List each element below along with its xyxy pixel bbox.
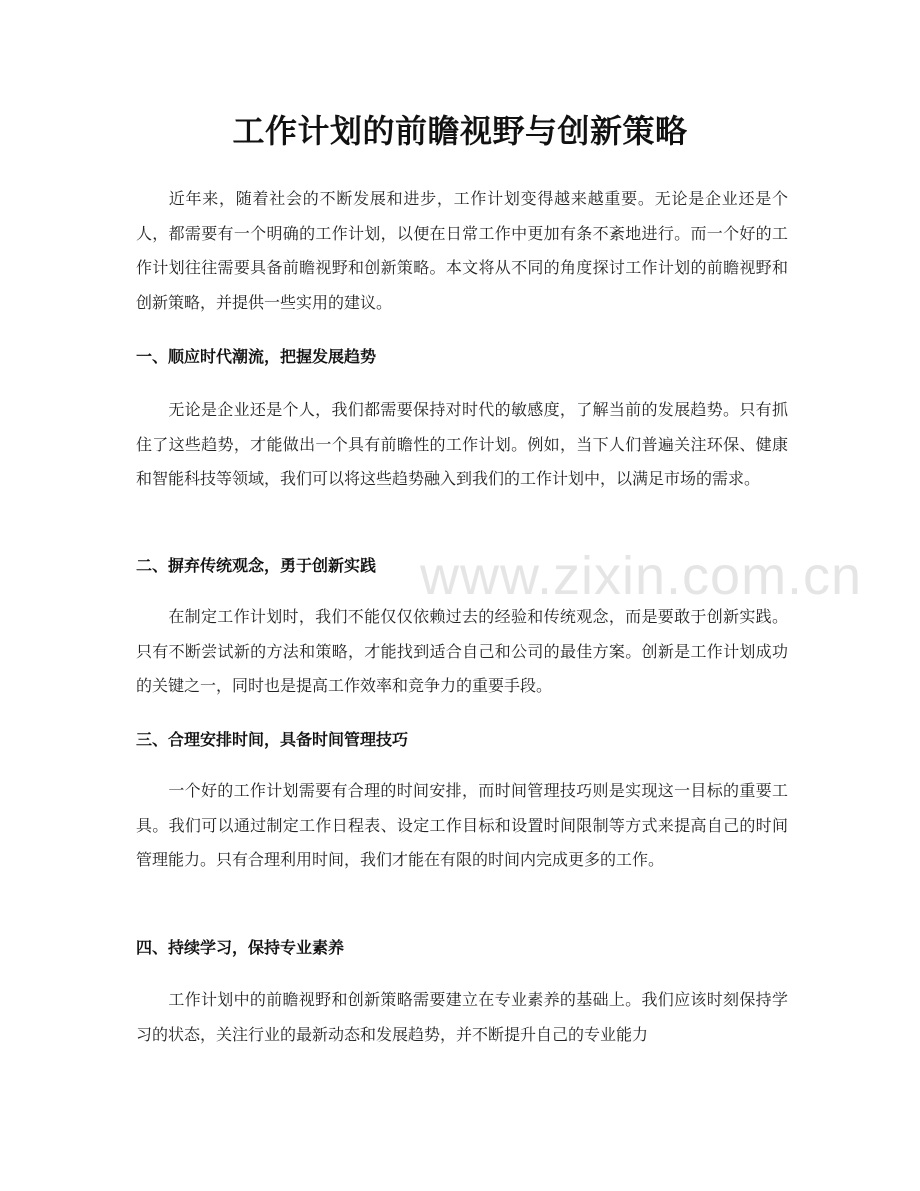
document-title: 工作计划的前瞻视野与创新策略 <box>232 112 688 150</box>
watermark: www.zixin.com.cn <box>420 546 863 606</box>
section-heading-2: 二、摒弃传统观念，勇于创新实践 <box>136 556 377 575</box>
intro-text: 近年来，随着社会的不断发展和进步，工作计划变得越来越重要。无论是企业还是个人，都需要有一个明确的工作计划，以便在日常工作中更加有条不紊地进行。而一个好的工作计划往往需要具备前瞻视野和创新策略。本文将从不同的角度探讨工作计划的前瞻视野和创新策略，并提供一些实用的建议。 <box>136 189 788 312</box>
section-body-3 <box>136 774 788 878</box>
section-heading-4: 四、持续学习，保持专业素养 <box>136 938 345 957</box>
section-heading-3: 三、合理安排时间，具备时间管理技巧 <box>136 730 409 749</box>
intro-paragraph <box>136 182 788 320</box>
section-body-3-text: 一个好的工作计划需要有合理的时间安排，而时间管理技巧则是实现这一目标的重要工具。我们可以通过制定工作日程表、设定工作目标和设置时间限制等方式来提高自己的时间管理能力。只有合理利用时间，我们才能在有限的时间内完成更多的工作。 <box>136 781 788 869</box>
section-body-4-text: 工作计划中的前瞻视野和创新策略需要建立在专业素养的基础上。我们应该时刻保持学习的状态，关注行业的最新动态和发展趋势，并不断提升自己的专业能力 <box>136 990 788 1044</box>
section-body-1 <box>136 393 788 497</box>
section-body-2-text: 在制定工作计划时，我们不能仅仅依赖过去的经验和传统观念，而是要敢于创新实践。只有不断尝试新的方法和策略，才能找到适合自己和公司的最佳方案。创新是工作计划成功的关键之一，同时也是提高工作效率和竞争力的重要手段。 <box>136 607 788 695</box>
section-heading-1: 一、顺应时代潮流，把握发展趋势 <box>136 347 377 366</box>
section-body-2 <box>136 600 788 704</box>
section-body-4 <box>136 983 788 1052</box>
section-body-1-text: 无论是企业还是个人，我们都需要保持对时代的敏感度，了解当前的发展趋势。只有抓住了这些趋势，才能做出一个具有前瞻性的工作计划。例如，当下人们普遍关注环保、健康和智能科技等领域，我们可以将这些趋势融入到我们的工作计划中，以满足市场的需求。 <box>136 400 788 488</box>
